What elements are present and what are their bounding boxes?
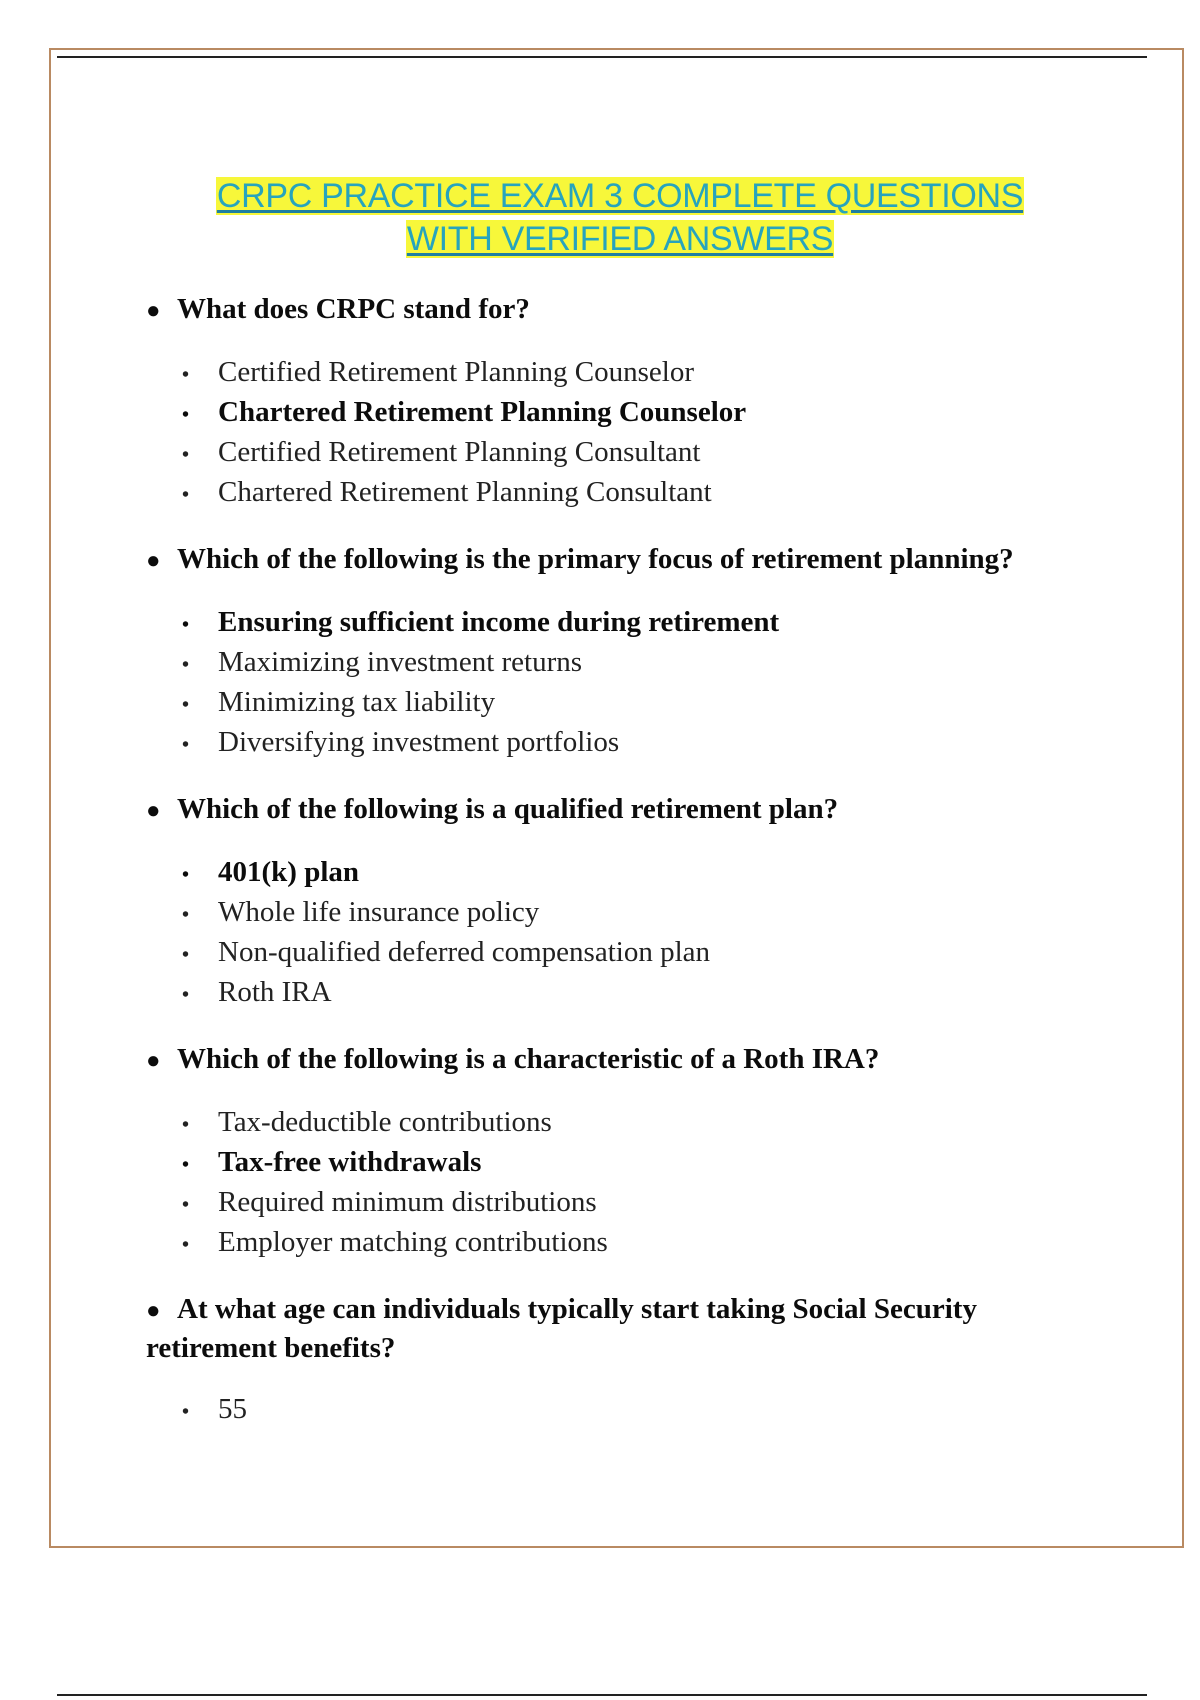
small-bullet-icon: • — [182, 944, 190, 966]
question-block-2 — [146, 541, 1091, 764]
header-rule — [57, 56, 1147, 58]
bullet-icon: ● — [146, 298, 161, 324]
answer-option: • Roth IRA — [182, 974, 1091, 1014]
small-bullet-icon: • — [182, 614, 190, 636]
small-bullet-icon: • — [182, 1234, 190, 1256]
answer-options — [182, 1391, 1091, 1431]
question-block-1 — [146, 291, 1091, 514]
answer-option: • Certified Retirement Planning Counselor — [182, 354, 1091, 394]
answer-option: • Employer matching contributions — [182, 1224, 1091, 1264]
small-bullet-icon: • — [182, 1154, 190, 1176]
small-bullet-icon: • — [182, 864, 190, 886]
answer-options — [182, 1104, 1091, 1264]
answer-option: • Certified Retirement Planning Consultant — [182, 434, 1091, 474]
answer-option: • Maximizing investment returns — [182, 644, 1091, 684]
answer-options — [182, 354, 1091, 514]
small-bullet-icon: • — [182, 364, 190, 386]
document-title — [100, 175, 1140, 261]
small-bullet-icon: • — [182, 444, 190, 466]
bullet-icon: ● — [146, 1298, 161, 1324]
footer-rule — [57, 1694, 1147, 1696]
question-text: ● Which of the following is a characteristic of a Roth IRA? — [146, 1041, 1091, 1080]
answer-option: • Chartered Retirement Planning Consultant — [182, 474, 1091, 514]
title-line-1: CRPC PRACTICE EXAM 3 COMPLETE QUESTIONS — [216, 177, 1024, 215]
small-bullet-icon: • — [182, 654, 190, 676]
bullet-icon: ● — [146, 548, 161, 574]
question-block-4 — [146, 1041, 1091, 1264]
answer-option: • 55 — [182, 1391, 1091, 1431]
question-block-3 — [146, 791, 1091, 1014]
answer-option: • Required minimum distributions — [182, 1184, 1091, 1224]
question-text: ● What does CRPC stand for? — [146, 291, 1091, 330]
small-bullet-icon: • — [182, 984, 190, 1006]
answer-option: • Non-qualified deferred compensation plan — [182, 934, 1091, 974]
correct-answer-option: • Tax-free withdrawals — [182, 1144, 1091, 1184]
small-bullet-icon: • — [182, 1401, 190, 1423]
correct-answer-option: • Chartered Retirement Planning Counselor — [182, 394, 1091, 434]
small-bullet-icon: • — [182, 904, 190, 926]
answer-option: • Tax-deductible contributions — [182, 1104, 1091, 1144]
answer-option: • Diversifying investment portfolios — [182, 724, 1091, 764]
question-list — [146, 291, 1091, 1431]
small-bullet-icon: • — [182, 404, 190, 426]
bullet-icon: ● — [146, 1048, 161, 1074]
answer-options — [182, 604, 1091, 764]
answer-option: • Whole life insurance policy — [182, 894, 1091, 934]
bullet-icon: ● — [146, 798, 161, 824]
question-block-5 — [146, 1291, 1091, 1431]
small-bullet-icon: • — [182, 734, 190, 756]
small-bullet-icon: • — [182, 1114, 190, 1136]
correct-answer-option: • Ensuring sufficient income during retirement — [182, 604, 1091, 644]
question-text: ● At what age can individuals typically start taking Social Security retirement benefits? — [146, 1293, 977, 1364]
small-bullet-icon: • — [182, 484, 190, 506]
answer-options — [182, 854, 1091, 1014]
small-bullet-icon: • — [182, 1194, 190, 1216]
question-text: ● Which of the following is a qualified retirement plan? — [146, 791, 1091, 830]
correct-answer-option: • 401(k) plan — [182, 854, 1091, 894]
question-text: ● Which of the following is the primary focus of retirement planning? — [146, 541, 1091, 580]
answer-option: • Minimizing tax liability — [182, 684, 1091, 724]
title-line-2: WITH VERIFIED ANSWERS — [406, 220, 834, 258]
small-bullet-icon: • — [182, 694, 190, 716]
